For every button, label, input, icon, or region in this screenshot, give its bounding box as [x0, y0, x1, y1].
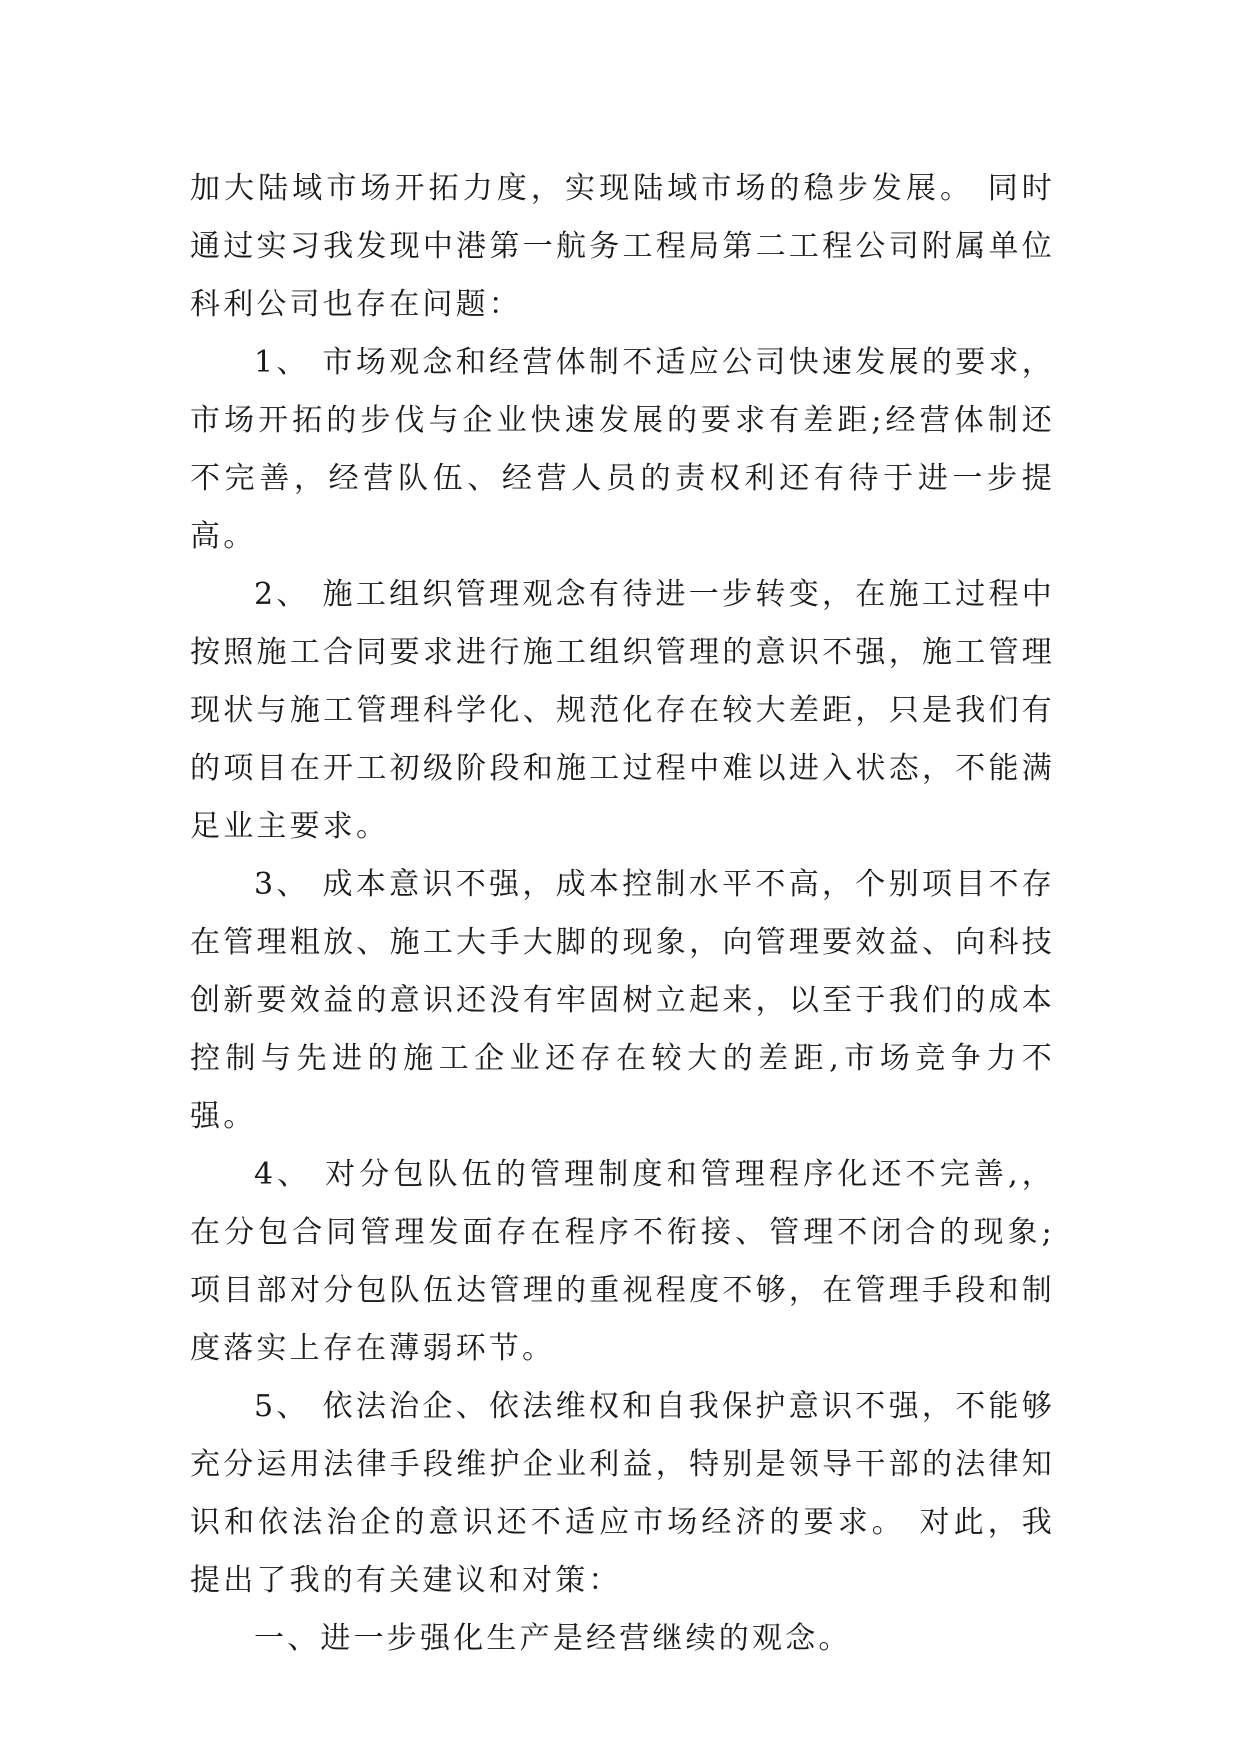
- paragraph-item-4: 4、 对分包队伍的管理制度和管理程序化还不完善,，在分包合同管理发面存在程序不衔接、管理不闭合的现象;项目部对分包队伍达管理的重视程度不够，在管理手段和制度落实上存在薄弱环节。: [190, 1157, 1055, 1366]
- paragraph-item-2: 2、 施工组织管理观念有待进一步转变，在施工过程中按照施工合同要求进行施工组织管理的意识不强，施工管理现状与施工管理科学化、规范化存在较大差距，只是我们有的项目在开工初级阶段和施工过程中难以进入状态，不能满足业主要求。: [190, 577, 1055, 844]
- paragraph-intro: 加大陆域市场开拓力度，实现陆域市场的稳步发展。 同时通过实习我发现中港第一航务工程局第二工程公司附属单位科利公司也存在问题：: [190, 171, 1055, 322]
- paragraph-item-5: 5、 依法治企、依法维权和自我保护意识不强，不能够充分运用法律手段维护企业利益，特别是领导干部的法律知识和依法治企的意识还不适应市场经济的要求。 对此，我提出了我的有关建议和对策：: [190, 1389, 1055, 1598]
- document-body: [190, 160, 1055, 1668]
- paragraph-section-one: 一、进一步强化生产是经营继续的观念。: [254, 1621, 852, 1656]
- paragraph-item-1: 1、 市场观念和经营体制不适应公司快速发展的要求，市场开拓的步伐与企业快速发展的要求有差距;经营体制还不完善，经营队伍、经营人员的责权利还有待于进一步提高。: [190, 345, 1055, 554]
- paragraph-item-3: 3、 成本意识不强，成本控制水平不高，个别项目不存在管理粗放、施工大手大脚的现象，向管理要效益、向科技创新要效益的意识还没有牢固树立起来，以至于我们的成本控制与先进的施工企业还存在较大的差距,市场竞争力不强。: [190, 867, 1055, 1134]
